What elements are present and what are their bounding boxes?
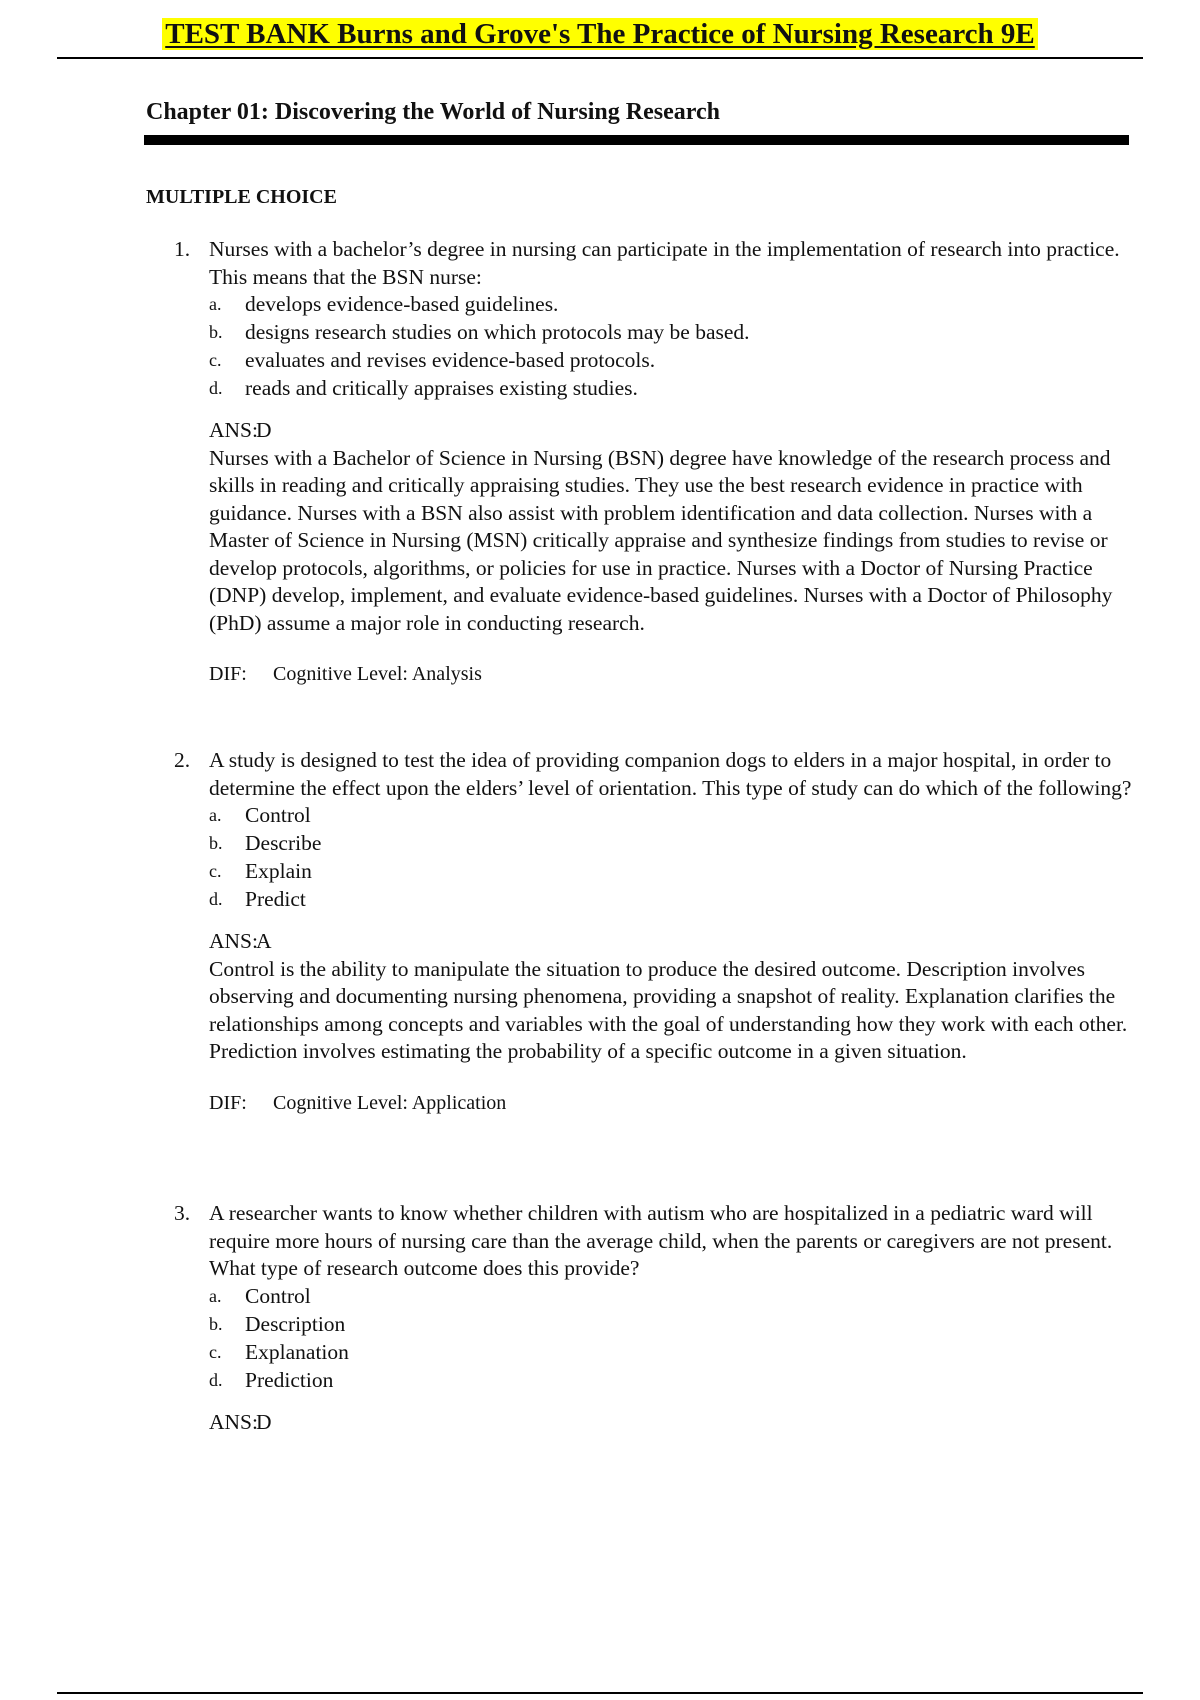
option-text: Explanation (245, 1339, 349, 1364)
option-letter: a. (209, 805, 222, 825)
chapter-divider (144, 135, 1129, 145)
option-text: develops evidence-based guidelines. (245, 292, 559, 316)
question-number: 3. (174, 1201, 191, 1225)
option-letter: a. (209, 294, 222, 314)
option-letter: c. (209, 350, 222, 370)
option-c (209, 858, 1134, 886)
option-text: Explain (245, 859, 312, 883)
option-d (209, 375, 1134, 403)
option-c (209, 1339, 1134, 1367)
difficulty-line (209, 1090, 1134, 1118)
option-text: Control (245, 803, 311, 827)
option-letter: d. (209, 378, 223, 398)
question-number: 2. (174, 748, 191, 772)
option-text: Control (245, 1283, 311, 1308)
option-letter: c. (209, 861, 222, 881)
option-letter: d. (209, 1369, 223, 1390)
option-letter: d. (209, 889, 223, 909)
rationale: Control is the ability to manipulate the situation to produce the desired outcome. Description involves observing and documenting nursing phenomena, providing a snapshot of reality. Explanation clarifies the relationships among concepts and variables with the goal of understanding how they work with each other. Prediction involves estimating the probability of a specific outcome in a given situation. (209, 956, 1128, 1063)
answer-line (209, 417, 1134, 445)
bottom-divider (57, 1692, 1143, 1694)
answer-line (209, 928, 1134, 956)
option-text: Describe (245, 831, 322, 855)
option-letter: b. (209, 833, 223, 853)
difficulty-line (209, 661, 1134, 689)
option-letter: c. (209, 1341, 222, 1362)
answer-label: ANS: (209, 418, 258, 442)
option-c (209, 347, 1134, 375)
option-text: designs research studies on which protocols may be based. (245, 320, 750, 344)
banner-title (0, 18, 1200, 51)
option-text: Predict (245, 887, 306, 911)
option-letter: b. (209, 1313, 223, 1334)
option-b (209, 830, 1134, 858)
difficulty-label: DIF: (209, 663, 247, 685)
question-stem: A researcher wants to know whether children with autism who are hospitalized in a pediatric ward will require more hours of nursing care than the average child, when the parents or caregivers are not present. What type of research outcome does this provide? (209, 1201, 1113, 1280)
answer-value: A (256, 929, 272, 953)
answer-value: D (256, 1409, 272, 1434)
chapter-title: Chapter 01: Discovering the World of Nursing Research (146, 99, 720, 125)
option-letter: a. (209, 1285, 222, 1306)
difficulty-value: Cognitive Level: Application (273, 1091, 507, 1114)
option-a (209, 291, 1134, 319)
answer-line (209, 1409, 1134, 1437)
option-text: evaluates and revises evidence-based protocols. (245, 348, 656, 372)
difficulty-label: DIF: (209, 1091, 247, 1114)
option-list (209, 291, 1134, 403)
option-text: Prediction (245, 1367, 334, 1392)
question-stem: Nurses with a bachelor’s degree in nursing can participate in the implementation of research into practice. This means that the BSN nurse: (209, 237, 1120, 289)
answer-value: D (256, 418, 272, 442)
answer-label: ANS: (209, 1409, 258, 1434)
option-a (209, 802, 1134, 830)
banner-title-text: TEST BANK Burns and Grove's The Practice of Nursing Research 9E (162, 18, 1038, 50)
option-text: Description (245, 1311, 346, 1336)
option-d (209, 1367, 1134, 1395)
section-heading: MULTIPLE CHOICE (146, 186, 337, 208)
option-a (209, 1283, 1134, 1311)
question-number: 1. (174, 237, 191, 261)
question-stem: A study is designed to test the idea of providing companion dogs to elders in a major hospital, in order to determine the effect upon the elders’ level of orientation. This type of study can do which of the following? (209, 748, 1132, 800)
option-text: reads and critically appraises existing studies. (245, 376, 638, 400)
rationale: Nurses with a Bachelor of Science in Nursing (BSN) degree have knowledge of the research process and skills in reading and critically appraising studies. They use the best research evidence in practice with guidance. Nurses with a BSN also assist with problem identification and data collection. Nurses with a Master of Science in Nursing (MSN) critically appraise and synthesize findings from studies to revise or develop protocols, algorithms, or policies for use in practice. Nurses with a Doctor of Nursing Practice (DNP) develop, implement, and evaluate evidence-based guidelines. Nurses with a Doctor of Philosophy (PhD) assume a major role in conducting research. (209, 445, 1113, 635)
option-b (209, 319, 1134, 347)
difficulty-value: Cognitive Level: Analysis (273, 663, 482, 685)
option-letter: b. (209, 322, 223, 342)
option-list (209, 802, 1134, 914)
answer-label: ANS: (209, 929, 258, 953)
option-list (209, 1283, 1134, 1395)
option-d (209, 886, 1134, 914)
top-divider (57, 57, 1143, 59)
option-b (209, 1311, 1134, 1339)
